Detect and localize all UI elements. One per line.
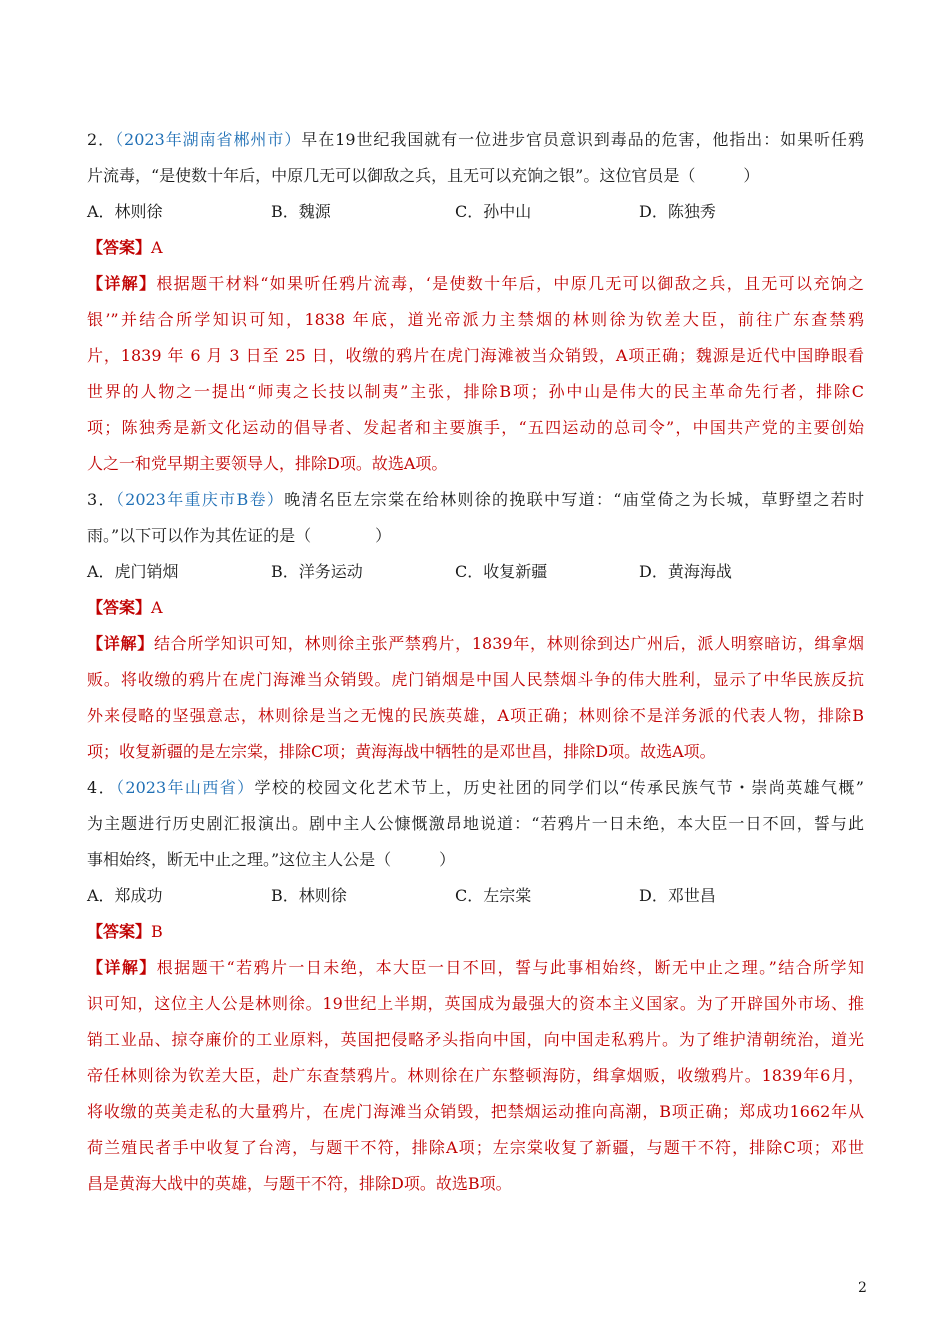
option-a: A．林则徐	[87, 202, 163, 221]
question-stem: 学校的校园文化艺术节上，历史社团的同学们以“传承民族气节・崇尚英雄气概”	[254, 778, 864, 797]
question-4-detail-line-2: 识可知，这位主人公是林则徐。19世纪上半期，英国成为最强大的资本主义国家。为了开辟国外市场、推	[87, 994, 864, 1013]
question-4-detail-line-6: 荷兰殖民者手中收复了台湾，与题干不符，排除A项；左宗棠收复了新疆，与题干不符，排除C项；邓世	[87, 1138, 864, 1157]
question-4-options	[87, 878, 864, 914]
question-3-detail-line-1	[87, 626, 864, 662]
question-3-detail-line-2: 贩。将收缴的鸦片在虎门海滩当众销毁。虎门销烟是中国人民禁烟斗争的伟大胜利，显示了中华民族反抗	[87, 670, 864, 689]
question-2-detail-line-1	[87, 266, 864, 302]
answer-label: 【答案】	[87, 238, 152, 257]
question-number: 4．	[87, 778, 116, 797]
question-3-stem-line-2: 雨。”以下可以作为其佐证的是（ ）	[87, 526, 392, 545]
option-c: C．孙中山	[455, 202, 532, 221]
question-2-detail-line-5: 项；陈独秀是新文化运动的倡导者、发起者和主要旗手，“五四运动的总司令”，中国共产党的主要创始	[87, 418, 864, 437]
question-source: （2023年湖南省郴州市）	[115, 130, 302, 149]
question-4-stem-line-1	[87, 770, 864, 806]
question-source: （2023年山西省）	[116, 778, 255, 797]
question-2-detail-line-4: 世界的人物之一提出“师夷之长技以制夷”主张，排除B项；孙中山是伟大的民主革命先行者，排除C	[87, 382, 864, 401]
option-c: C．左宗棠	[455, 886, 532, 905]
question-3-stem-line-1	[87, 482, 864, 518]
question-2-stem-line-2: 片流毒，“是使数十年后，中原几无可以御敌之兵，且无可以充饷之银”。这位官员是（ ）	[87, 166, 760, 185]
question-3-answer	[87, 590, 864, 626]
detail-label: 【详解】	[87, 634, 154, 653]
answer-value: B	[151, 922, 163, 941]
option-c: C．收复新疆	[455, 562, 548, 581]
question-3-detail-line-4: 项；收复新疆的是左宗棠，排除C项；黄海海战中牺牲的是邓世昌，排除D项。故选A项。	[87, 742, 716, 761]
question-2-detail-line-6: 人之一和党早期主要领导人，排除D项。故选A项。	[87, 454, 448, 473]
question-4-stem-line-3: 事相始终，断无中止之理。”这位主人公是（ ）	[87, 850, 456, 869]
question-2-detail-line-3: 片，1839 年 6 月 3 日至 25 日，收缴的鸦片在虎门海滩被当众销毁，A项正确；魏源是近代中国睁眼看	[87, 346, 864, 365]
question-2-stem-line-1	[87, 122, 864, 158]
option-d: D．黄海海战	[639, 562, 732, 581]
detail-text: 根据题干材料“如果听任鸦片流毒，‘是使数十年后，中原几无可以御敌之兵，且无可以充饷之	[156, 274, 864, 293]
option-d: D．邓世昌	[639, 886, 716, 905]
detail-text: 根据题干“若鸦片一日未绝，本大臣一日不回，誓与此事相始终，断无中止之理。”结合所学知	[156, 958, 864, 977]
question-3-options	[87, 554, 864, 590]
page-number: 2	[858, 1280, 867, 1296]
question-number: 2．	[87, 130, 116, 149]
question-4-detail-line-3: 销工业品、掠夺廉价的工业原料，英国把侵略矛头指向中国，向中国走私鸦片。为了维护清朝统治，道光	[87, 1030, 864, 1049]
question-4-detail-line-1	[87, 950, 864, 986]
page-content	[87, 122, 864, 1202]
question-4-stem-line-2: 为主题进行历史剧汇报演出。剧中主人公慷慨激昂地说道：“若鸦片一日未绝，本大臣一日不回，誓与此	[87, 814, 864, 833]
option-d: D．陈独秀	[639, 202, 716, 221]
question-source: （2023年重庆市B卷）	[115, 490, 285, 509]
option-b: B．林则徐	[271, 886, 347, 905]
question-4-answer	[87, 914, 864, 950]
question-3-detail-line-3: 外来侵略的坚强意志，林则徐是当之无愧的民族英雄，A项正确；林则徐不是洋务派的代表人物，排除B	[87, 706, 864, 725]
option-a: A．郑成功	[87, 886, 163, 905]
question-2-options	[87, 194, 864, 230]
question-4-detail-line-4: 帝任林则徐为钦差大臣，赴广东查禁鸦片。林则徐在广东整顿海防，缉拿烟贩，收缴鸦片。1839年6月，	[87, 1066, 864, 1085]
answer-label: 【答案】	[87, 922, 152, 941]
answer-label: 【答案】	[87, 598, 152, 617]
question-number: 3．	[87, 490, 116, 509]
option-a: A．虎门销烟	[87, 562, 179, 581]
question-stem: 早在19世纪我国就有一位进步官员意识到毒品的危害，他指出：如果听任鸦	[301, 130, 864, 149]
question-4-detail-line-7: 昌是黄海大战中的英雄，与题干不符，排除D项。故选B项。	[87, 1174, 512, 1193]
question-2-detail-line-2: 银’”并结合所学知识可知，1838 年底，道光帝派力主禁烟的林则徐为钦差大臣，前往广东查禁鸦	[87, 310, 864, 329]
answer-value: A	[151, 598, 163, 617]
question-stem: 晚清名臣左宗棠在给林则徐的挽联中写道：“庙堂倚之为长城，草野望之若时	[284, 490, 864, 509]
detail-text: 结合所学知识可知，林则徐主张严禁鸦片，1839年，林则徐到达广州后，派人明察暗访，缉拿烟	[153, 634, 864, 653]
option-b: B．洋务运动	[271, 562, 363, 581]
option-b: B．魏源	[271, 202, 331, 221]
question-4-detail-line-5: 将收缴的英美走私的大量鸦片，在虎门海滩当众销毁，把禁烟运动推向高潮，B项正确；郑成功1662年从	[87, 1102, 864, 1121]
question-2-answer	[87, 230, 864, 266]
detail-label: 【详解】	[87, 274, 157, 293]
answer-value: A	[151, 238, 163, 257]
detail-label: 【详解】	[87, 958, 157, 977]
